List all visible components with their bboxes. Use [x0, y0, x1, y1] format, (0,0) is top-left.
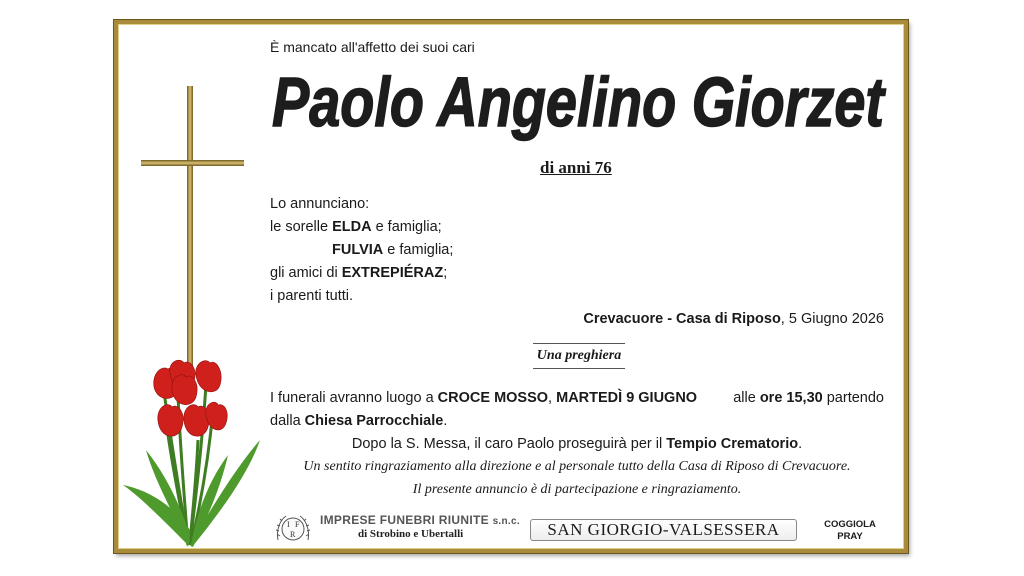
- town-1: COGGIOLA: [824, 519, 876, 530]
- announce-line-4-b: EXTREPIÉRAZ: [341, 265, 444, 281]
- funeral-line-3: [270, 434, 884, 454]
- deceased-name: [268, 63, 888, 141]
- logo-letter-2: F: [295, 520, 300, 529]
- thanks-text: Un sentito ringraziamento alla direzione e al personale tutto della Casa di Riposo di Crevacuore.: [303, 459, 851, 474]
- funeral-line-1-end: [733, 388, 884, 408]
- funeral-p3a: Dopo la S. Messa, il caro Paolo proseguirà per il: [351, 436, 667, 452]
- funeral-p3c: .: [798, 436, 803, 452]
- funeral-p1g: partendo: [822, 390, 884, 406]
- announce-line-4: [270, 263, 447, 283]
- announce-line-2: [270, 217, 442, 237]
- funeral-p1c: ,: [548, 390, 557, 406]
- funeral-line-2: [270, 411, 447, 431]
- announce-line-2-c: e famiglia;: [371, 219, 442, 235]
- funeral-line-1: [270, 388, 884, 408]
- funeral-p1f: ore 15,30: [759, 390, 823, 406]
- funeral-p2b: Chiesa Parrocchiale: [304, 413, 444, 429]
- towns: [812, 519, 888, 543]
- logo-letter-1: I: [287, 520, 290, 529]
- company-suffix: s.n.c.: [492, 516, 520, 527]
- announce-line-3-b: e famiglia;: [383, 242, 454, 258]
- funeral-line-1-wrap: [270, 388, 697, 408]
- deceased-name-text: Paolo Angelino Giorzet: [272, 63, 887, 141]
- company-name: [320, 513, 520, 527]
- announce-line-3: [332, 240, 453, 260]
- age-text: di anni 76: [540, 158, 612, 177]
- tulips-bouquet-icon: [118, 355, 268, 553]
- company-name-text: IMPRESE FUNEBRI RIUNITE: [320, 513, 489, 527]
- announce-line-2-b: ELDA: [332, 219, 372, 235]
- funeral-p2c: .: [443, 413, 448, 429]
- funeral-p3b: Tempio Crematorio: [666, 436, 799, 452]
- announce-line-1: Lo annunciano:: [270, 196, 370, 212]
- announce-line-3-a: FULVIA: [332, 242, 384, 258]
- announce-line-4-c: ;: [443, 265, 448, 281]
- announce-line-5: i parenti tutti.: [270, 288, 354, 304]
- funeral-home-logo-icon: [274, 512, 312, 544]
- funeral-p1b: CROCE MOSSO: [437, 390, 549, 406]
- date-text: , 5 Giugno 2026: [780, 311, 884, 327]
- town-2: PRAY: [837, 531, 863, 542]
- announce-line-2-a: le sorelle: [270, 219, 333, 235]
- funeral-p1a: I funerali avranno luogo a: [270, 390, 438, 406]
- note-text: Il presente annuncio è di partecipazione e ringraziamento.: [412, 482, 742, 497]
- prayer-text: Una preghiera: [533, 343, 625, 369]
- cross-icon: [138, 86, 248, 386]
- funeral-p1d: MARTEDÌ 9 GIUGNO: [556, 390, 698, 406]
- funeral-p2a: dalla: [270, 413, 305, 429]
- logo-letter-3: R: [290, 530, 296, 539]
- place-text: Crevacuore - Casa di Riposo: [583, 311, 781, 327]
- intro-text: È mancato all'affetto dei suoi cari: [270, 39, 475, 55]
- funeral-p1e: alle: [733, 390, 760, 406]
- announce-line-4-a: gli amici di: [270, 265, 342, 281]
- place-date: [500, 309, 884, 329]
- location-box: SAN GIORGIO-VALSESSERA: [530, 519, 797, 541]
- company-owners: di Strobino e Ubertalli: [358, 528, 464, 540]
